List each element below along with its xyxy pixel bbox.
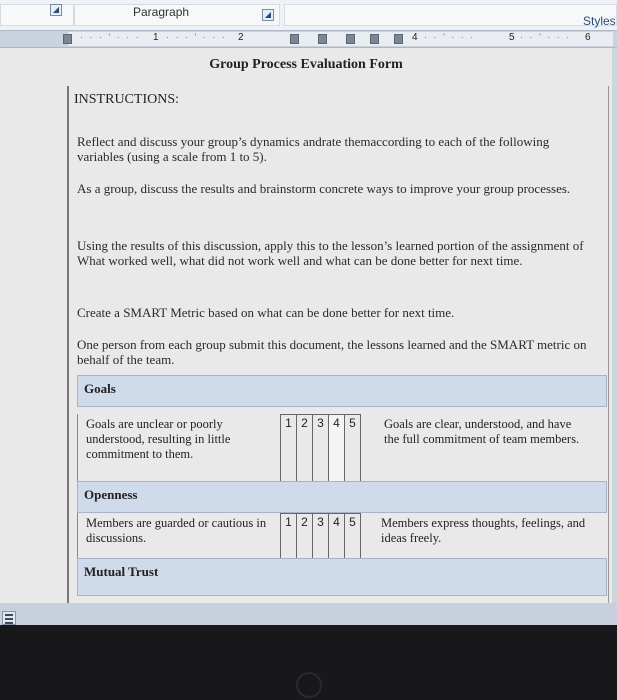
- instruction-paragraph-2: As a group, discuss the results and brainstorm concrete ways to improve your group processes.: [77, 181, 571, 196]
- table-column-marker[interactable]: [290, 34, 299, 44]
- section-header-goals: [77, 375, 607, 407]
- ruler-number-1: 1: [153, 32, 159, 43]
- page-title: Group Process Evaluation Form: [209, 57, 403, 72]
- section-header-mutual-trust: [77, 558, 607, 596]
- paragraph-group-label: Paragraph: [133, 5, 190, 19]
- rating-row-openness: [77, 513, 607, 561]
- openness-rating-1[interactable]: 1: [280, 513, 297, 561]
- openness-rating-3[interactable]: 3: [312, 513, 329, 561]
- ribbon-group-left: [0, 4, 74, 26]
- table-column-marker[interactable]: [346, 34, 355, 44]
- table-column-marker[interactable]: [370, 34, 379, 44]
- ruler-ticks: · · · ' · · ·: [166, 32, 227, 42]
- goals-rating-5[interactable]: 5: [344, 414, 361, 482]
- ruler-ticks: · · · ' · · ·: [80, 32, 141, 42]
- ruler-number-5: 5: [509, 32, 515, 43]
- status-bar: [0, 603, 617, 625]
- view-toggle-icon[interactable]: [2, 611, 16, 625]
- laptop-logo-icon: [296, 672, 322, 698]
- goals-rating-2[interactable]: 2: [296, 414, 313, 482]
- section-label-goals: Goals: [84, 381, 116, 396]
- rating-row-goals: [77, 414, 607, 482]
- goals-rating-scale: [281, 414, 361, 482]
- section-header-openness: [77, 481, 607, 513]
- table-column-marker[interactable]: [318, 34, 327, 44]
- openness-low-description: Members are guarded or cautious in discussions.: [86, 516, 267, 545]
- ruler-number-2: 2: [238, 32, 244, 43]
- dialog-launcher-icon[interactable]: ◢: [50, 4, 62, 16]
- table-column-marker[interactable]: [394, 34, 403, 44]
- instruction-paragraph-4: Create a SMART Metric based on what can be done better for next time.: [77, 305, 455, 320]
- styles-group-label: Styles: [583, 14, 616, 28]
- openness-high-description: Members express thoughts, feelings, and ideas freely.: [381, 516, 586, 545]
- instructions-cell: [68, 86, 608, 376]
- instruction-paragraph-3: Using the results of this discussion, apply this to the lesson’s learned portion of the assignment of What worked well, what did not work well and what can be done better for next time.: [77, 238, 584, 268]
- openness-rating-scale: [281, 513, 361, 561]
- ruler-number-6: 6: [585, 32, 591, 43]
- goals-rating-4[interactable]: 4: [328, 414, 345, 482]
- paragraph-dialog-launcher-icon[interactable]: ◢: [262, 9, 274, 21]
- styles-group: [284, 4, 617, 26]
- instructions-heading: INSTRUCTIONS:: [74, 92, 180, 107]
- goals-rating-1[interactable]: 1: [280, 414, 297, 482]
- instruction-paragraph-1: Reflect and discuss your group’s dynamics andrate themaccording to each of the following variables (using a scale from 1 to 5).: [77, 134, 550, 164]
- section-label-openness: Openness: [84, 487, 138, 502]
- instruction-paragraph-5: One person from each group submit this document, the lessons learned and the SMART metric on behalf of the team.: [77, 337, 587, 367]
- openness-rating-5[interactable]: 5: [344, 513, 361, 561]
- openness-rating-4[interactable]: 4: [328, 513, 345, 561]
- goals-high-description: Goals are clear, understood, and have the full commitment of team members.: [384, 417, 580, 446]
- section-label-mutual-trust: Mutual Trust: [84, 564, 159, 579]
- goals-low-description: Goals are unclear or poorly understood, resulting in little commitment to them.: [86, 417, 231, 461]
- goals-rating-3[interactable]: 3: [312, 414, 329, 482]
- ruler-number-4: 4: [412, 32, 418, 43]
- hanging-indent-marker[interactable]: [63, 34, 72, 44]
- ruler-ticks: · · ' · · ·: [424, 32, 476, 42]
- openness-rating-2[interactable]: 2: [296, 513, 313, 561]
- ruler-ticks: · · ' · · ·: [520, 32, 572, 42]
